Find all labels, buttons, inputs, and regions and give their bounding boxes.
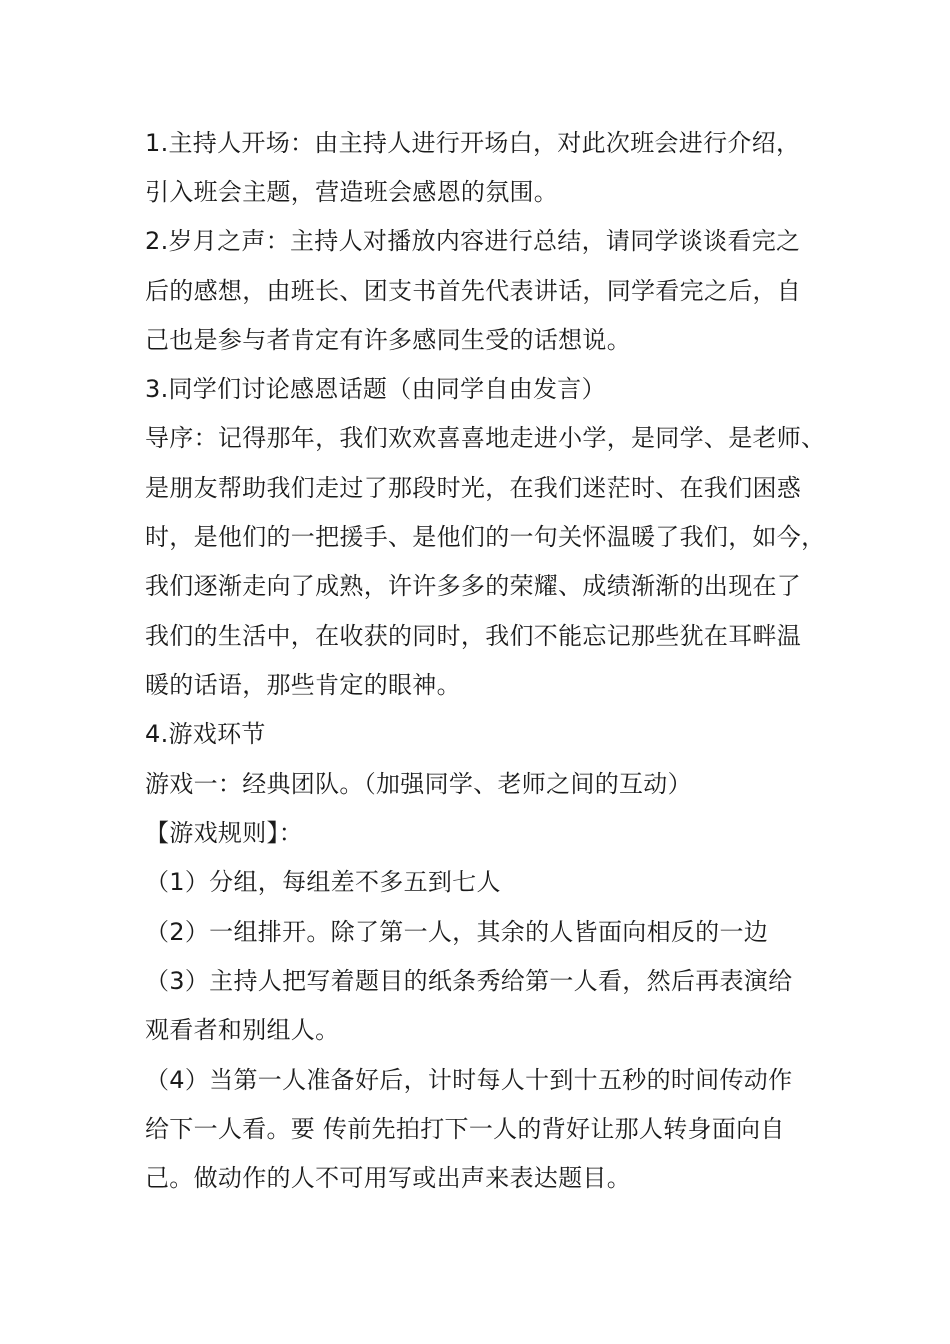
text-line: 【游戏规则】： (145, 819, 304, 847)
text-line: 暖的话语，那些肯定的眼神。 (145, 671, 461, 699)
text-line: 是朋友帮助我们走过了那段时光，在我们迷茫时、在我们困惑 (145, 474, 802, 502)
text-line: 后的感想，由班长、团支书首先代表讲话，同学看完之后，自 (145, 277, 802, 305)
text-line: 2.岁月之声：主持人对播放内容进行总结，请同学谈谈看完之 (145, 227, 801, 255)
text-line: 导序：记得那年，我们欢欢喜喜地走进小学，是同学、是老师、 (145, 424, 826, 452)
text-line: 4.游戏环节 (145, 720, 266, 748)
text-line: （3）主持人把写着题目的纸条秀给第一人看，然后再表演给 (145, 967, 793, 995)
text-line: （1）分组，每组差不多五到七人 (145, 868, 501, 896)
text-line: （4）当第一人准备好后，计时每人十到十五秒的时间传动作 (145, 1066, 793, 1094)
text-line: 观看者和别组人。 (145, 1016, 340, 1044)
text-line: 己。做动作的人不可用写或出声来表达题目。 (145, 1164, 631, 1192)
text-line: 己也是参与者肯定有许多感同生受的话想说。 (145, 326, 631, 354)
text-line: 我们的生活中，在收获的同时，我们不能忘记那些犹在耳畔温 (145, 622, 802, 650)
text-line: 游戏一：经典团队。（加强同学、老师之间的互动） (145, 770, 692, 798)
text-line: 1.主持人开场：由主持人进行开场白，对此次班会进行介绍， (145, 129, 801, 157)
text-line: 3.同学们讨论感恩话题（由同学自由发言） (145, 375, 606, 403)
text-line: 引入班会主题，营造班会感恩的氛围。 (145, 178, 559, 206)
text-line: 给下一人看。要 传前先拍打下一人的背好让那人转身面向自 (145, 1115, 785, 1143)
text-line: 我们逐渐走向了成熟，许许多多的荣耀、成绩渐渐的出现在了 (145, 572, 802, 600)
text-line: 时，是他们的一把援手、是他们的一句关怀温暖了我们，如今， (145, 523, 826, 551)
text-line: （2）一组排开。除了第一人，其余的人皆面向相反的一边 (145, 918, 769, 946)
